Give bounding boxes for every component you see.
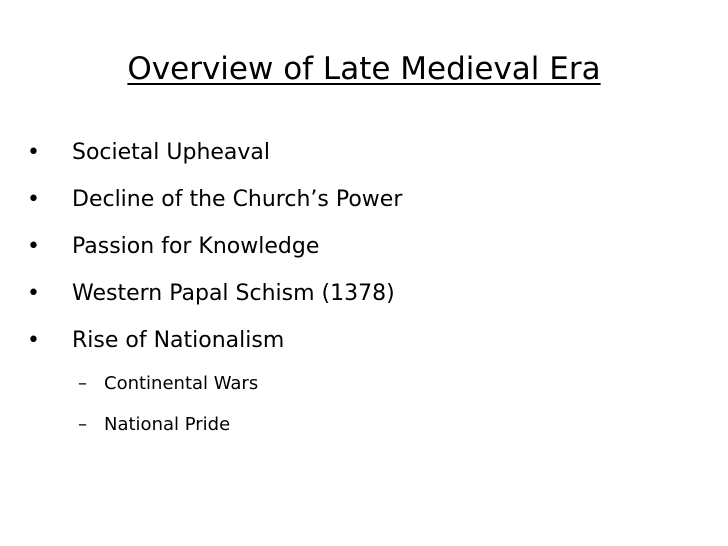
bullet-marker: •	[27, 187, 40, 212]
sub-bullet-marker: –	[78, 414, 87, 435]
bullet-marker: •	[27, 140, 40, 165]
bullet-text: Decline of the Church’s Power	[72, 187, 403, 212]
bullet-marker: •	[27, 328, 40, 353]
sub-bullet-marker: –	[78, 373, 87, 394]
slide-title: Overview of Late Medieval Era	[127, 51, 601, 87]
bullet-marker: •	[27, 234, 40, 259]
bullet-text: Passion for Knowledge	[72, 234, 320, 259]
bullet-text: Western Papal Schism (1378)	[72, 281, 395, 306]
bullet-text: Societal Upheaval	[72, 140, 271, 165]
bullet-marker: •	[27, 281, 40, 306]
bullet-text: Rise of Nationalism	[72, 328, 285, 353]
sub-bullet-text: National Pride	[104, 414, 231, 435]
sub-bullet-text: Continental Wars	[104, 373, 259, 394]
